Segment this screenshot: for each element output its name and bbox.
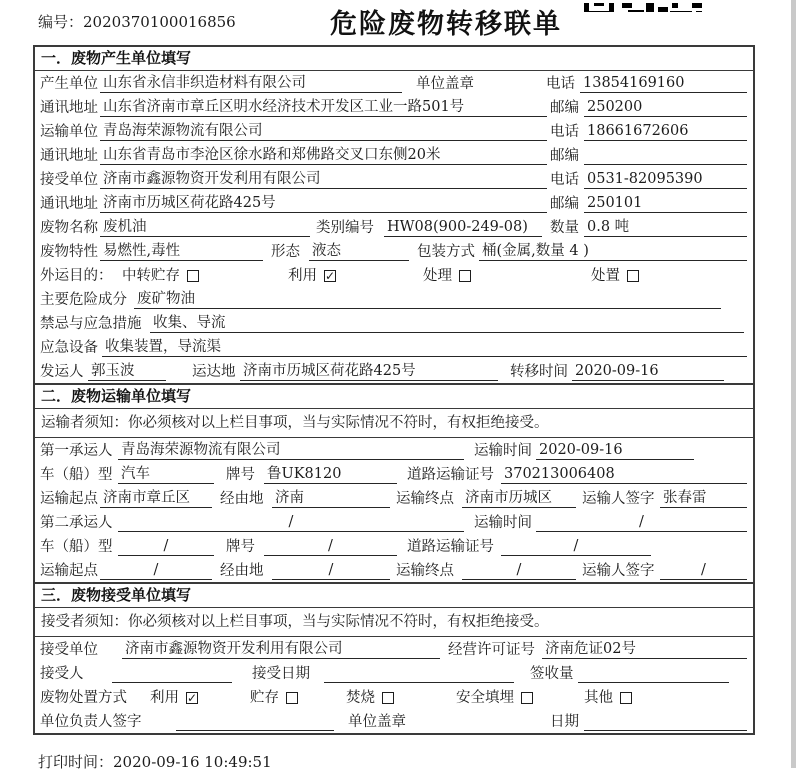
field-label: 通讯地址: [40, 148, 98, 164]
qr-pattern: [584, 3, 702, 12]
checkbox-label: 处理: [423, 268, 452, 284]
field-label: 邮编: [550, 100, 579, 116]
field-label: 运输起点: [40, 563, 98, 579]
field-value: 济南市历城区荷花路425号: [100, 194, 547, 213]
form-row: [35, 661, 753, 685]
checkbox-checked-icon: ✓: [324, 269, 336, 283]
field-value: HW08(900-249-08): [384, 218, 542, 237]
checkbox-unchecked-icon: [620, 692, 632, 704]
field-label: 接受单位: [40, 642, 98, 658]
field-value: 济南市鑫源物资开发利用有限公司: [122, 640, 440, 659]
checkbox-unchecked-icon: [627, 270, 639, 282]
field-label: 运输时间: [474, 443, 532, 459]
field-value: 液态: [309, 242, 409, 261]
field-label: 运达地: [192, 364, 236, 380]
field-label: 运输终点: [396, 563, 454, 579]
form-row: [35, 143, 753, 167]
field-label: 单位盖章: [348, 714, 406, 730]
field-value: 收集装置，导流渠: [102, 338, 747, 357]
receiver-notice: 接受者须知：你必须核对以上栏目事项，当与实际情况不符时，有权拒绝接受。: [35, 608, 753, 637]
field-label: 邮编: [550, 148, 579, 164]
field-value: 370213006408: [501, 465, 747, 484]
field-value: 汽车: [118, 465, 214, 484]
field-label: 经由地: [220, 563, 264, 579]
form-row: [35, 71, 753, 95]
serial-label: 编号：: [38, 13, 84, 31]
field-label: 电话: [550, 124, 579, 140]
field-value: 张春雷: [660, 489, 747, 508]
field-label: 经营许可证号: [448, 642, 535, 658]
field-label: 废物特性: [40, 244, 98, 260]
checkbox-item: [584, 688, 632, 708]
form-row: [35, 263, 753, 287]
field-value: /: [272, 561, 390, 580]
checkbox-item: [346, 688, 456, 708]
field-value: 济南危证02号: [542, 640, 747, 659]
field-value: 山东省济南市章丘区明水经济技术开发区工业一路501号: [100, 98, 547, 117]
checkbox-unchecked-icon: [286, 692, 298, 704]
field-label: 接受人: [40, 666, 84, 682]
form-row: [35, 95, 753, 119]
field-value: [584, 146, 747, 165]
field-value: 250101: [584, 194, 747, 213]
form-row: [35, 167, 753, 191]
field-value: 2020-09-16: [536, 441, 694, 460]
field-label: 第二承运人: [40, 515, 113, 531]
checkbox-item: [122, 266, 288, 286]
form-row: [35, 191, 753, 215]
field-label: 道路运输证号: [407, 539, 494, 555]
field-value: 济南市鑫源物资开发利用有限公司: [100, 170, 547, 189]
section-receiver: [35, 582, 753, 733]
form-row: [35, 359, 753, 383]
qr-code-fragment: [584, 0, 702, 12]
manifest-form: [33, 45, 755, 735]
form-row: [35, 438, 753, 462]
checkbox-label: 焚烧: [346, 690, 375, 706]
print-time-value: 2020-09-16 10:49:51: [113, 753, 272, 771]
section-producer: [35, 47, 753, 383]
field-label: 运输时间: [474, 515, 532, 531]
field-value: 桶(金属,数量 4 ): [479, 242, 747, 261]
field-value: 250200: [584, 98, 747, 117]
field-value: 青岛海荣源物流有限公司: [118, 441, 464, 460]
field-label: 运输终点: [396, 491, 454, 507]
field-label: 接受日期: [252, 666, 310, 682]
section-transporter-rows: [35, 438, 753, 582]
field-value: 济南市章丘区: [100, 489, 212, 508]
field-label: 废物名称: [40, 220, 98, 236]
checkbox-checked-icon: ✓: [186, 691, 198, 705]
checkbox-label: 贮存: [250, 690, 279, 706]
field-label: 包装方式: [417, 244, 475, 260]
print-time: [38, 751, 272, 772]
field-label: 电话: [550, 172, 579, 188]
checkbox-item: [150, 688, 250, 708]
checkbox-label: 中转贮存: [122, 268, 180, 284]
field-value: 青岛海荣源物流有限公司: [100, 122, 547, 141]
field-value: /: [462, 561, 576, 580]
field-label: 车（船）型: [40, 539, 113, 555]
field-label: 运输人签字: [582, 563, 655, 579]
field-value: 济南: [272, 489, 390, 508]
field-label: 电话: [546, 76, 575, 92]
field-label: 接受单位: [40, 172, 98, 188]
field-value: 山东省青岛市李沧区徐水路和郑佛路交叉口东侧20米: [100, 146, 547, 165]
checkbox-item: [591, 266, 639, 286]
field-label: 产生单位: [40, 76, 98, 92]
field-value: 山东省永信非织造材料有限公司: [100, 74, 402, 93]
form-row: [35, 239, 753, 263]
field-value: 18661672606: [584, 122, 747, 141]
form-row: [35, 311, 753, 335]
page-title: 危险废物转移联单: [330, 9, 562, 40]
form-row: [35, 534, 753, 558]
field-label: 第一承运人: [40, 443, 113, 459]
field-label: 转移时间: [510, 364, 568, 380]
field-value: [176, 712, 334, 731]
field-label: 运输单位: [40, 124, 98, 140]
field-label: 运输人签字: [582, 491, 655, 507]
field-label: 通讯地址: [40, 100, 98, 116]
checkbox-unchecked-icon: [382, 692, 394, 704]
field-value: 13854169160: [580, 74, 747, 93]
field-value: 0531-82095390: [584, 170, 747, 189]
field-label: 道路运输证号: [407, 467, 494, 483]
checkbox-unchecked-icon: [521, 692, 533, 704]
field-value: 2020-09-16: [572, 362, 724, 381]
field-value: [578, 664, 729, 683]
field-label: 运输起点: [40, 491, 98, 507]
field-label: 牌号: [226, 467, 255, 483]
serial-number: [38, 11, 236, 32]
form-row: [35, 637, 753, 661]
section-transporter-header: 二．废物运输单位填写: [35, 385, 753, 409]
field-label: 数量: [550, 220, 579, 236]
print-time-label: 打印时间：: [38, 753, 114, 771]
field-value: [112, 664, 232, 683]
field-label: 牌号: [226, 539, 255, 555]
field-label: 外运目的：: [40, 268, 113, 284]
checkbox-item: [288, 266, 423, 286]
field-value: 鲁UK8120: [264, 465, 397, 484]
form-row: [35, 685, 753, 709]
checkbox-label: 其他: [584, 690, 613, 706]
field-value: /: [536, 513, 747, 532]
field-value: /: [118, 537, 214, 556]
field-label: 废物处置方式: [40, 690, 127, 706]
field-label: 日期: [550, 714, 579, 730]
field-label: 单位负责人签字: [40, 714, 142, 730]
field-value: 废矿物油: [134, 290, 721, 309]
form-row: [35, 335, 753, 359]
field-value: /: [501, 537, 651, 556]
checkbox-label: 利用: [288, 268, 317, 284]
field-value: 济南市历城区: [462, 489, 576, 508]
field-value: 郭玉波: [88, 362, 166, 381]
field-value: 0.8 吨: [584, 218, 747, 237]
transporter-notice: 运输者须知：你必须核对以上栏目事项，当与实际情况不符时，有权拒绝接受。: [35, 409, 753, 438]
serial-value: 2020370100016856: [83, 13, 236, 31]
form-row: [35, 215, 753, 239]
section-producer-header: 一．废物产生单位填写: [35, 47, 753, 71]
field-label: 单位盖章: [416, 76, 474, 92]
checkbox-unchecked-icon: [459, 270, 471, 282]
field-label: 形态: [271, 244, 300, 260]
field-label: 应急设备: [40, 340, 98, 356]
checkbox-label: 处置: [591, 268, 620, 284]
field-label: 经由地: [220, 491, 264, 507]
field-value: 济南市历城区荷花路425号: [240, 362, 498, 381]
form-row: [35, 287, 753, 311]
form-row: [35, 558, 753, 582]
section-producer-rows: [35, 71, 753, 383]
section-receiver-rows: [35, 637, 753, 733]
form-row: [35, 709, 753, 733]
section-transporter: [35, 383, 753, 582]
field-value: /: [264, 537, 397, 556]
field-value: 废机油: [100, 218, 310, 237]
field-label: 通讯地址: [40, 196, 98, 212]
field-value: /: [660, 561, 747, 580]
checkbox-item: [456, 688, 584, 708]
field-value: [324, 664, 514, 683]
field-value: 收集、导流: [150, 314, 744, 333]
field-label: 车（船）型: [40, 467, 113, 483]
form-row: [35, 462, 753, 486]
field-value: /: [118, 513, 464, 532]
field-label: 禁忌与应急措施: [40, 316, 142, 332]
checkbox-unchecked-icon: [187, 270, 199, 282]
field-label: 邮编: [550, 196, 579, 212]
page-edge: [791, 0, 796, 768]
field-value: 易燃性,毒性: [100, 242, 263, 261]
form-row: [35, 510, 753, 534]
checkbox-label: 安全填埋: [456, 690, 514, 706]
checkbox-label: 利用: [150, 690, 179, 706]
form-row: [35, 486, 753, 510]
field-value: [584, 712, 747, 731]
field-value: /: [100, 561, 212, 580]
field-label: 签收量: [530, 666, 574, 682]
form-row: [35, 119, 753, 143]
checkbox-item: [250, 688, 346, 708]
field-label: 类别编号: [316, 220, 374, 236]
section-receiver-header: 三．废物接受单位填写: [35, 584, 753, 608]
field-label: 主要危险成分: [40, 292, 127, 308]
field-label: 发运人: [40, 364, 84, 380]
checkbox-item: [423, 266, 591, 286]
